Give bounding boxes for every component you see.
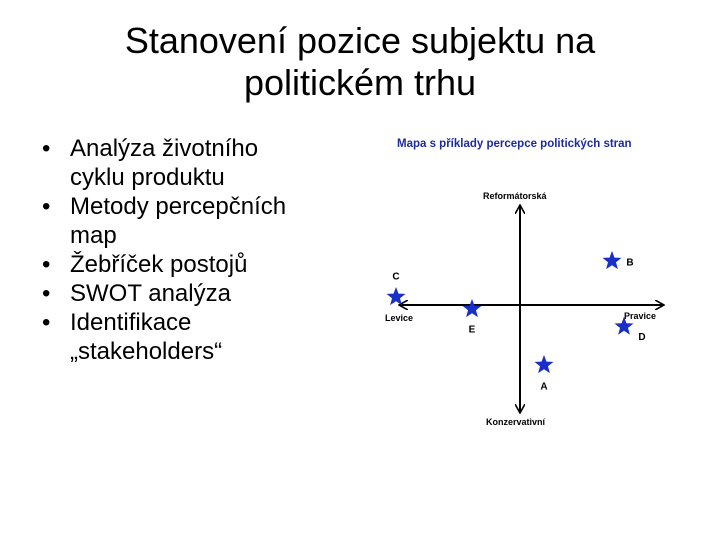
point-label: D [638, 332, 646, 344]
star-icon [602, 251, 621, 269]
point-label: B [626, 257, 634, 269]
bullet-marker: • [42, 135, 51, 162]
axis-label-left: Levice [385, 313, 414, 323]
axis-label-right: Pravice [624, 311, 657, 321]
point-label: A [540, 381, 548, 393]
star-icon [386, 287, 405, 305]
bullet-marker: • [42, 193, 51, 220]
slide-title-line-2: politickém trhu [243, 62, 477, 103]
axis-label-bottom: Konzervativní [486, 417, 546, 427]
bullet-marker: • [42, 280, 51, 307]
point-label: C [392, 271, 400, 283]
axis-label-top: Reformátorská [483, 191, 547, 201]
bullet-text-line: Identifikace [70, 309, 192, 336]
bullet-text-line: Žebříček postojů [70, 251, 248, 278]
bullet-text-line: cyklu produktu [70, 164, 225, 191]
star-icon [462, 299, 481, 317]
points-layer [386, 251, 645, 393]
bullet-marker: • [42, 309, 51, 336]
bullet-text-line: „stakeholders“ [70, 338, 223, 365]
bullet-text-line: Metody percepčních [70, 193, 287, 220]
bullet-marker: • [42, 251, 51, 278]
bullet-text-line: SWOT analýza [70, 280, 231, 307]
slide-title-line-1: Stanovení pozice subjektu na [124, 20, 596, 61]
perception-map-title: Mapa s příklady percepce politických stran [397, 138, 632, 150]
bullet-text-line: map [70, 222, 117, 249]
bullet-text-line: Analýza životního [70, 135, 259, 162]
star-icon [534, 355, 553, 373]
point-label: E [468, 324, 476, 336]
